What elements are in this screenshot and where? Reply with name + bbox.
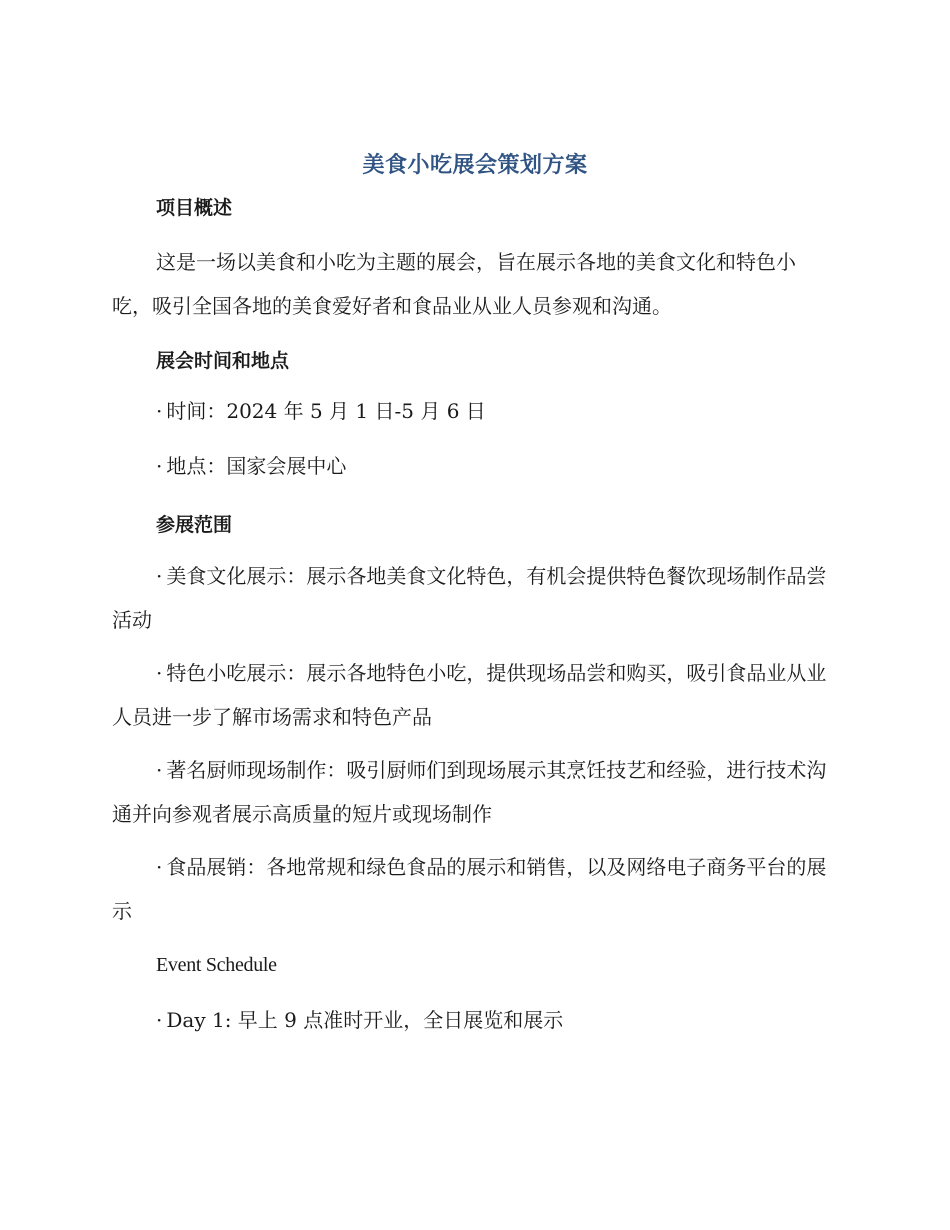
list-item-text: 特色小吃展示：展示各地特色小吃，提供现场品尝和购买，吸引食品业从业人员进一步了解市场需求和特色产品	[112, 661, 827, 729]
bullet-icon: ·	[156, 399, 163, 423]
list-item-day1	[112, 998, 832, 1042]
heading-time-place: 展会时间和地点	[156, 350, 290, 372]
list-item-text: 著名厨师现场制作：吸引厨师们到现场展示其烹饪技艺和经验，进行技术沟通并向参观者展示高质量的短片或现场制作	[112, 758, 827, 826]
bullet-icon: ·	[156, 661, 163, 685]
list-item-text: 地点：国家会展中心	[166, 454, 347, 478]
heading-schedule: Event Schedule	[156, 954, 277, 976]
overview-paragraph: 这是一场以美食和小吃为主题的展会，旨在展示各地的美食文化和特色小吃，吸引全国各地的美食爱好者和食品业从业人员参观和沟通。	[112, 250, 796, 318]
list-item-text: 时间：2024 年 5 月 1 日-5 月 6 日	[166, 399, 486, 423]
heading-overview: 项目概述	[156, 197, 233, 219]
list-item-text: Day 1: 早上 9 点准时开业，全日展览和展示	[166, 1008, 564, 1032]
bullet-icon: ·	[156, 758, 163, 782]
document-title: 美食小吃展会策划方案	[362, 153, 588, 178]
list-item-text: 食品展销：各地常规和绿色食品的展示和销售，以及网络电子商务平台的展示	[112, 855, 827, 923]
bullet-icon: ·	[156, 564, 163, 588]
list-item-text: 美食文化展示：展示各地美食文化特色，有机会提供特色餐饮现场制作品尝活动	[112, 564, 827, 632]
list-item-chefs	[112, 748, 832, 836]
list-item-place	[112, 444, 832, 488]
list-item-snacks	[112, 651, 832, 739]
bullet-icon: ·	[156, 855, 163, 879]
list-item-time	[112, 389, 832, 433]
bullet-icon: ·	[156, 454, 163, 478]
list-item-sales	[112, 845, 832, 933]
list-item-food-culture	[112, 554, 832, 642]
bullet-icon: ·	[156, 1008, 163, 1032]
heading-scope: 参展范围	[156, 514, 233, 536]
